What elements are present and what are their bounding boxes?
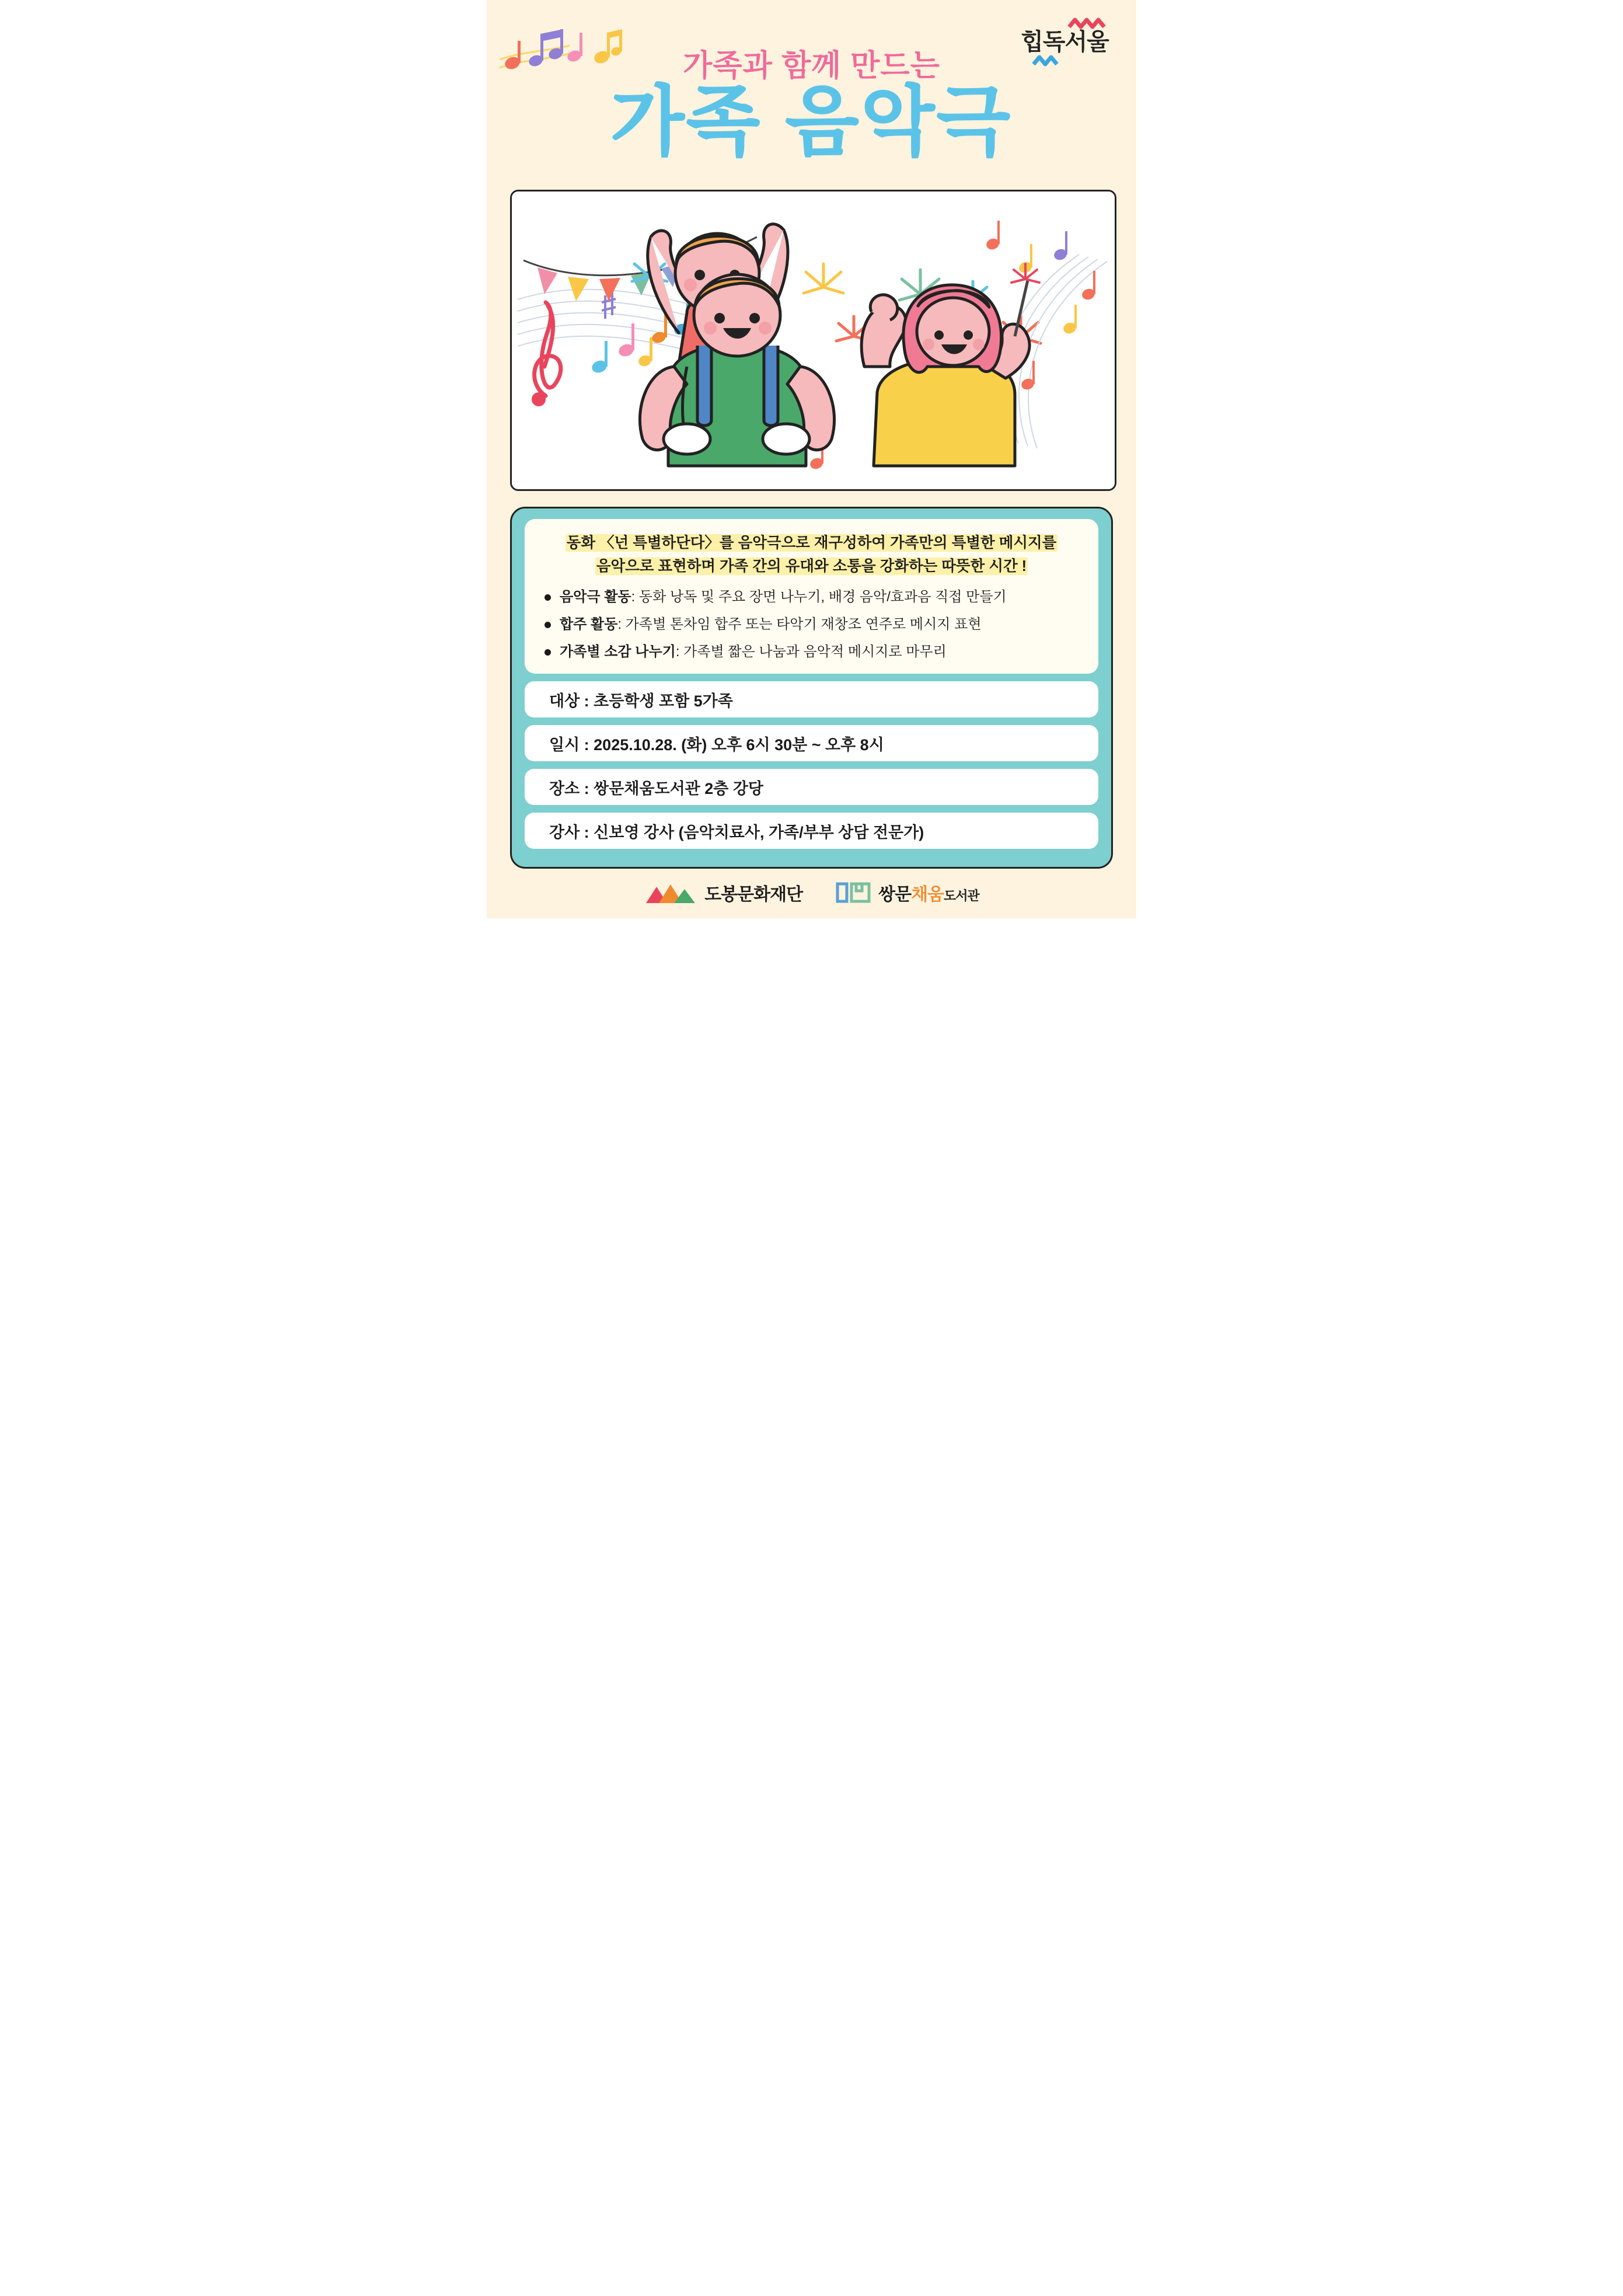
program-bullet-list [540, 587, 1083, 662]
illustration-panel [510, 190, 1116, 491]
footer-logos [487, 880, 1136, 905]
detail-row-place: 장소 : 쌍문채움도서관 2층 강당 [525, 769, 1098, 805]
logo-ssangmun-chaeum-library [835, 880, 979, 905]
list-item [540, 642, 1083, 663]
detail-row-target: 대상 : 초등학생 포함 5가족 [525, 681, 1098, 717]
detail-row-datetime: 일시 : 2025.10.28. (화) 오후 6시 30분 ~ 오후 8시 [525, 725, 1098, 761]
brand-logo-text: 힙독서울 [1021, 29, 1109, 55]
mountain-icon [644, 881, 697, 904]
logo-library-part2: 채움 [911, 885, 944, 904]
bullet-text: : 가족별 짧은 나눔과 음악적 메시지로 마무리 [675, 643, 947, 660]
bullet-label: 가족별 소감 나누기 [560, 643, 676, 660]
list-item [540, 615, 1083, 635]
description-lead [540, 532, 1083, 578]
logo-dobong-text: 도봉문화재단 [704, 885, 803, 904]
poster-header [487, 0, 1136, 175]
logo-library-part1: 쌍문 [878, 885, 912, 904]
library-book-icon [835, 880, 871, 905]
description-box [525, 519, 1098, 674]
family-illustration [512, 191, 1115, 489]
description-lead-line2: 음악으로 표현하며 가족 간의 유대와 소통을 강화하는 따뜻한 시간 ! [596, 558, 1027, 574]
info-card [510, 507, 1113, 869]
bullet-label: 합주 활동 [560, 616, 618, 632]
poster-subtitle: 가족과 함께 만드는 [683, 49, 940, 83]
bullet-text: : 동화 낭독 및 주요 장면 나누기, 배경 음악/효과음 직접 만들기 [631, 589, 1007, 605]
list-item [540, 587, 1083, 608]
bullet-label: 음악극 활동 [560, 589, 631, 605]
poster-root [487, 0, 1136, 918]
logo-dobong-cultural-foundation [644, 880, 802, 905]
poster-title: 가족 음악극 [610, 79, 1013, 164]
detail-row-instructor: 강사 : 신보영 강사 (음악치료사, 가족/부부 상담 전문가) [525, 813, 1098, 849]
bullet-text: : 가족별 톤차임 합주 또는 타악기 재창조 연주로 메시지 표현 [617, 616, 982, 632]
logo-library-text [878, 880, 979, 905]
description-lead-line1: 동화 〈넌 특별하단다〉를 음악극으로 재구성하여 가족만의 특별한 메시지를 [566, 535, 1057, 551]
clef-dot [532, 392, 546, 406]
logo-library-part3: 도서관 [944, 889, 979, 903]
